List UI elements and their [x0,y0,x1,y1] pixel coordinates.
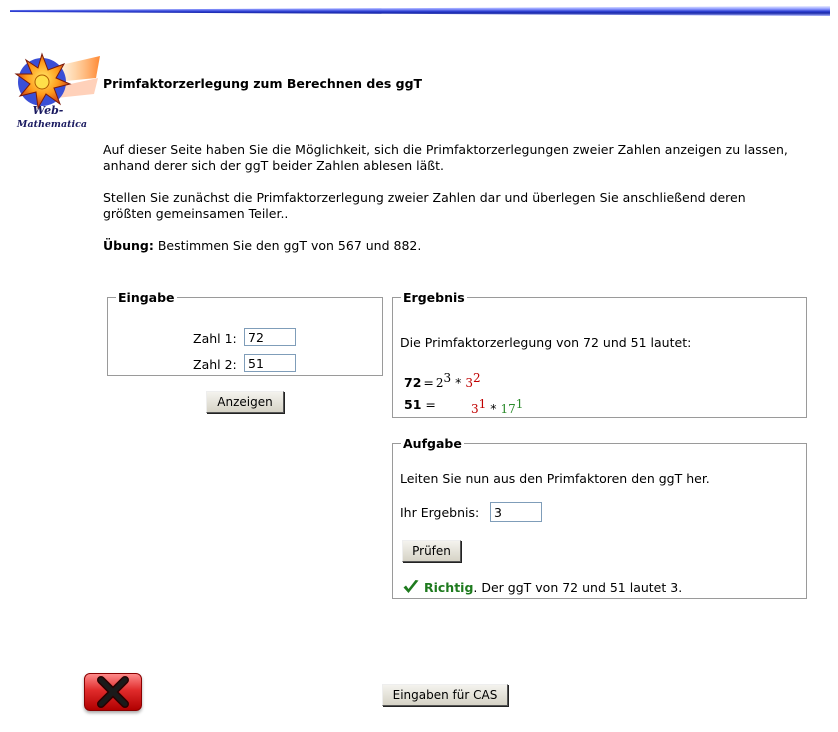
close-x-icon [85,674,141,710]
result-input-label: Ihr Ergebnis: [400,505,480,520]
logo-star-icon [8,48,100,136]
input-legend: Eingabe [118,290,175,305]
header-bar [10,6,830,16]
exercise-task: Bestimmen Sie den ggT von 567 und 882. [153,238,422,253]
task-legend: Aufgabe [403,436,462,451]
feedback-text: . Der ggT von 72 und 51 lautet 3. [473,580,683,595]
zahl2-input[interactable] [244,354,296,372]
factorization-row-72 [404,371,481,390]
equals-sign: = [423,375,434,391]
factor-exponent: 1 [515,397,524,411]
number-51: 51 [404,397,422,412]
factorization-row-51 [404,397,436,412]
factor-base: 3 [471,402,479,417]
pruefen-button[interactable]: Prüfen [402,540,461,562]
factor-base: 17 [500,402,516,417]
exercise-label: Übung: [103,238,154,253]
logo-line1: Web- [32,104,64,117]
intro-paragraph-1: Auf dieser Seite haben Sie die Möglichkeit, sich die Primfaktorzerlegungen zweier Zahlen anzeigen zu lassen, anhand derer sich der ggT beider Zahlen ablesen läßt. [103,142,788,173]
exercise-text [103,238,793,254]
result-fieldset [392,290,807,418]
zahl2-label: Zahl 2: [193,357,237,372]
factor-base: 2 [435,376,444,391]
input-fieldset [107,290,383,376]
factor-exponent: 2 [473,371,481,385]
page-title: Primfaktorzerlegung zum Berechnen des ggT [103,76,423,91]
checkmark-icon [402,578,420,596]
result-input[interactable] [490,502,542,522]
result-legend: Ergebnis [403,290,465,305]
factor-exponent: 3 [443,371,452,385]
feedback [402,578,682,596]
cas-input-button[interactable]: Eingaben für CAS [382,684,508,706]
multiply-sign: * [490,401,497,417]
task-instruction: Leiten Sie nun aus den Primfaktoren den ggT her. [400,471,710,486]
zahl1-label: Zahl 1: [193,331,237,346]
anzeigen-button[interactable]: Anzeigen [206,391,284,413]
factor-exponent: 1 [478,397,487,411]
number-72: 72 [404,375,422,391]
zahl1-input[interactable] [244,328,296,346]
close-button[interactable] [84,673,142,711]
webmathematica-logo [8,48,100,136]
intro-paragraph-2: Stellen Sie zunächst die Primfaktorzerlegung zweier Zahlen dar und überlegen Sie anschließend deren größten gemeinsamen Teiler.. [103,190,746,221]
factor-base: 3 [465,376,474,391]
result-text: Die Primfaktorzerlegung von 72 und 51 lautet: [400,335,692,350]
logo-line2: Mathematica [16,119,88,130]
feedback-status: Richtig [423,580,474,595]
multiply-sign: * [455,375,462,391]
factorization-row-51-factors [471,397,523,416]
equals-sign: = [425,397,436,412]
task-fieldset [392,436,807,599]
